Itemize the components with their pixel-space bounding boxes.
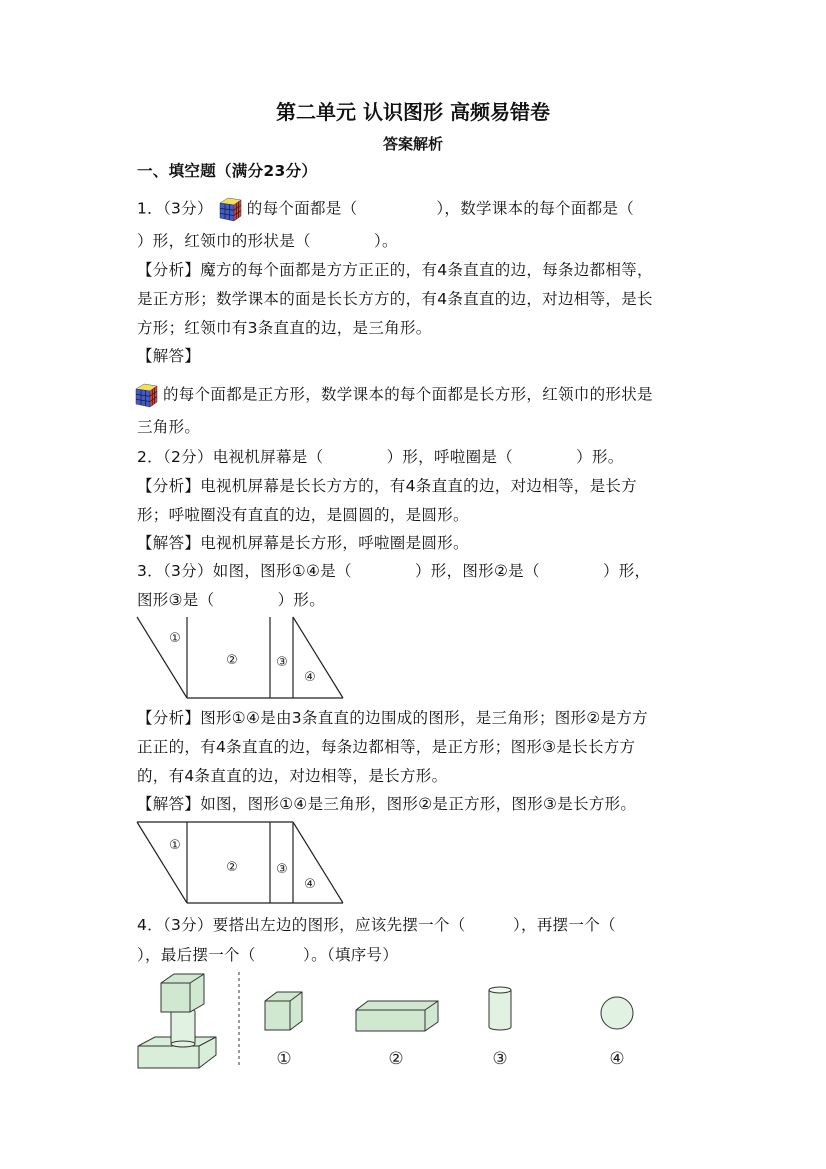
q1-line1 <box>137 196 634 222</box>
q1-answer-label: 【解答】 <box>137 347 201 365</box>
option-label-3: ③ <box>492 1049 508 1069</box>
shape-label-2: ② <box>226 653 238 668</box>
q1-line2: ）形，红领巾的形状是（ ）。 <box>137 232 398 250</box>
q3-analysis-3: 的，有4条直直的边，对边相等，是长方形。 <box>137 767 448 785</box>
shape-label-1: ① <box>169 838 181 853</box>
q1-answer-text: 的每个面都是正方形，数学课本的每个面都是长方形，红领巾的形状是 <box>163 385 653 404</box>
q2-answer: 【解答】电视机屏幕是长方形，呼啦圈是圆形。 <box>137 534 469 552</box>
option-label-2: ② <box>388 1049 404 1069</box>
cube-shape <box>265 992 302 1030</box>
cylinder-shape <box>489 987 511 1030</box>
rubiks-cube-icon <box>217 196 243 222</box>
q1-text: 的每个面都是（ ），数学课本的每个面都是（ <box>246 199 635 218</box>
q1-analysis-3: 方形；红领巾有3条直直的边，是三角形。 <box>137 319 432 337</box>
q4-line1: 4．（3分）要搭出左边的图形，应该先摆一个（ ），再摆一个（ <box>137 916 616 934</box>
q1-number: 1．（3分） <box>137 199 213 218</box>
shape-label-4: ④ <box>304 877 316 892</box>
rubiks-cube-icon <box>133 382 159 408</box>
option-label-1: ① <box>276 1049 292 1069</box>
q1-analysis-2: 是正方形；数学课本的面是长长方方的，有4条直直的边，对边相等，是长 <box>137 290 653 308</box>
q1-answer-2: 三角形。 <box>137 418 201 436</box>
shape-label-1: ① <box>169 631 181 646</box>
stacked-shape <box>138 974 216 1068</box>
shape-label-2: ② <box>226 860 238 875</box>
shape-label-3: ③ <box>276 655 288 670</box>
sphere-shape <box>601 997 633 1029</box>
q3-analysis-1: 【分析】图形①④是由3条直直的边围成的图形，是三角形；图形②是方方 <box>137 709 648 727</box>
shape-label-4: ④ <box>304 670 316 685</box>
section-heading: 一、填空题（满分23分） <box>137 162 318 180</box>
q2-analysis-2: 形；呼啦圈没有直直的边，是圆圆的，是圆形。 <box>137 506 469 524</box>
page-subtitle: 答案解析 <box>382 135 443 153</box>
page-title: 第二单元 认识图形 高频易错卷 <box>276 100 550 124</box>
shape-label-3: ③ <box>276 862 288 877</box>
q4-figure <box>135 968 655 1073</box>
q1-analysis-1: 【分析】魔方的每个面都是方方正正的，有4条直直的边，每条边都相等， <box>137 261 653 279</box>
q3-line1: 3．（3分）如图，图形①④是（ ）形，图形②是（ ）形， <box>137 562 651 580</box>
q2-analysis-1: 【分析】电视机屏幕是长长方方的，有4条直直的边，对边相等，是长方 <box>137 477 637 495</box>
q3-line2: 图形③是（ ）形。 <box>137 591 325 609</box>
q3-answer: 【解答】如图，图形①④是三角形，图形②是正方形，图形③是长方形。 <box>137 795 637 813</box>
cuboid-shape <box>356 1001 438 1031</box>
q3-analysis-2: 正正的，有4条直直的边，每条边都相等，是正方形；图形③是长长方方 <box>137 738 636 756</box>
q1-answer-1 <box>133 382 653 408</box>
q3-answer-figure <box>135 820 347 906</box>
q3-figure <box>135 615 347 701</box>
q4-line2: ），最后摆一个（ ）。（填序号） <box>137 946 399 964</box>
option-label-4: ④ <box>609 1049 625 1069</box>
q2-line1: 2．（2分）电视机屏幕是（ ）形，呼啦圈是（ ）形。 <box>137 448 624 466</box>
